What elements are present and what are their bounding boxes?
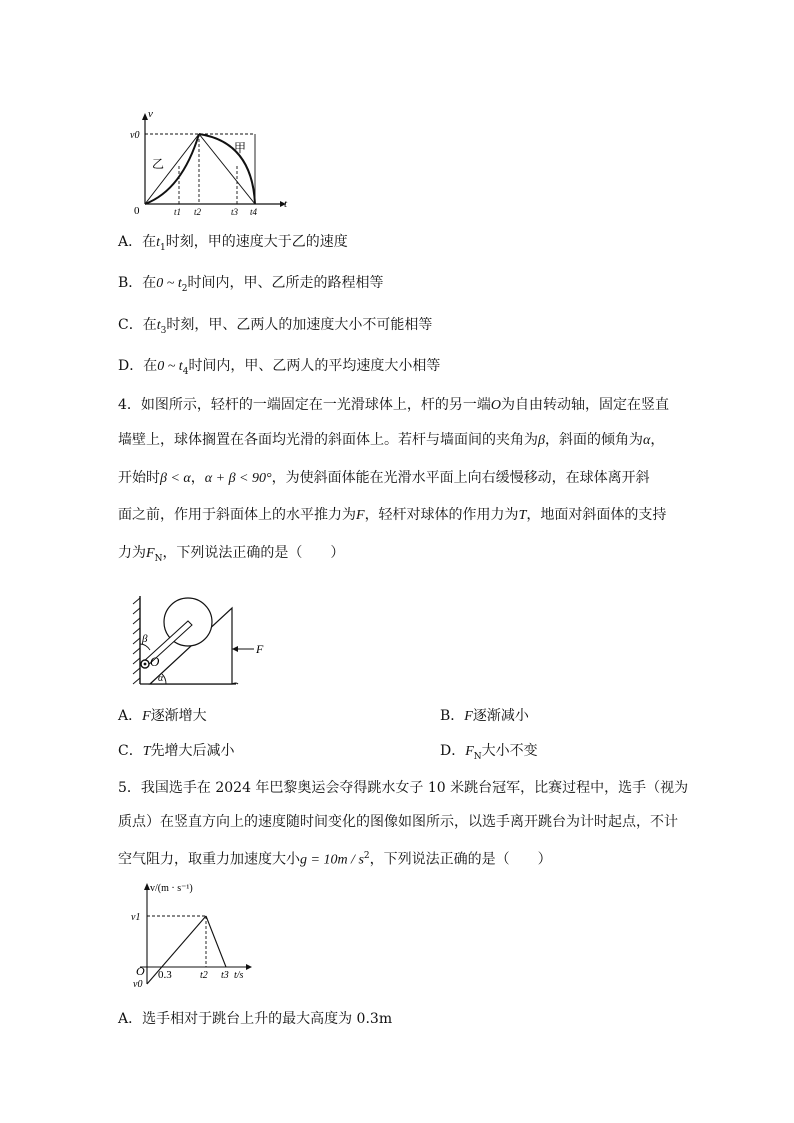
q5-v0-label: v0	[133, 979, 143, 990]
q4-incline-figure	[120, 588, 270, 690]
q4-stem-line1: 4．如图所示，轻杆的一端固定在一光滑球体上，杆的另一端O为自由转动轴，固定在竖直	[118, 397, 670, 413]
q3-tick-t2: t2	[194, 207, 202, 217]
q3-option-c: C．在$t_3$时刻，甲、乙两人的加速度大小不可能相等	[118, 317, 433, 336]
q4-wall-hatch	[133, 598, 140, 684]
q4-option-d: D．$F_N$大小不变	[440, 743, 538, 762]
q5-y-label: v/(m · s⁻¹)	[150, 883, 193, 894]
q3-option-a: A．在$t_1$时刻，甲的速度大于乙的速度	[118, 234, 348, 253]
q5-line-rise	[147, 916, 206, 984]
q4-fig-beta: β	[142, 633, 148, 645]
q4-stem-line2: 墙壁上，球体搁置在各面均光滑的斜面体上。若杆与墙面间的夹角为β，斜面的倾角为α，	[118, 432, 665, 448]
q3-axis-t: t	[284, 198, 288, 210]
q5-origin: O	[136, 964, 145, 978]
q5-v1-label: v1	[131, 912, 141, 923]
q5-vt-graph	[130, 880, 260, 992]
q3-option-d: D．在0 ~ $t_4$时间内，甲、乙两人的平均速度大小相等	[118, 358, 441, 377]
q4-fig-o: O	[150, 654, 160, 669]
q4-option-a: A．F逐渐增大	[118, 708, 207, 724]
q4-fig-f: F	[256, 642, 264, 656]
q4-stem-line3: 开始时β < α，α + β < 90°，为使斜面体能在光滑水平面上向右缓慢移动，在球体离开斜	[118, 470, 650, 486]
q3-tick-t1: t1	[174, 207, 182, 217]
q5-x-label: t/s	[234, 970, 244, 981]
q3-tick-t4: t4	[250, 207, 258, 217]
q3-label-jia: 甲	[234, 141, 247, 155]
q3-origin: 0	[134, 205, 140, 217]
q5-tick-t3: t3	[221, 970, 229, 981]
q4-option-c: C．T先增大后减小	[118, 743, 235, 759]
q3-v0-label: v0	[130, 130, 140, 141]
q3-axis-v: v	[148, 108, 153, 120]
q4-stem-line4: 面之前，作用于斜面体上的水平推力为F，轻杆对球体的作用力为T，地面对斜面体的支持	[118, 507, 667, 523]
q5-stem-line1: 5．我国选手在 2024 年巴黎奥运会夺得跳水女子 10 米跳台冠军，比赛过程中，选手（视为	[118, 780, 689, 796]
q5-tick-t2: t2	[200, 970, 208, 981]
q3-vt-graph	[130, 108, 290, 218]
q5-line-fall	[206, 916, 226, 967]
q5-stem-line2: 质点）在竖直方向上的速度随时间变化的图像如图所示，以选手离开跳台为计时起点，不计	[118, 814, 678, 830]
q3-option-b: B．在0 ~ $t_2$时间内，甲、乙所走的路程相等	[118, 275, 384, 294]
q4-option-b: B．F逐渐减小	[440, 708, 529, 724]
q5-tick-03: 0.3	[158, 969, 172, 981]
q3-label-yi: 乙	[152, 157, 165, 171]
q5-stem-line3: 空气阻力，取重力加速度大小$g = 10m / s^2$，下列说法正确的是（ ）	[118, 851, 552, 868]
q4-fig-alpha: α	[158, 673, 164, 684]
q4-stem-line5: 力为$F_N$，下列说法正确的是（ ）	[118, 545, 345, 564]
q5-option-a: A．选手相对于跳台上升的最大高度为 0.3m	[118, 1011, 393, 1027]
q3-tick-t3: t3	[231, 207, 239, 217]
